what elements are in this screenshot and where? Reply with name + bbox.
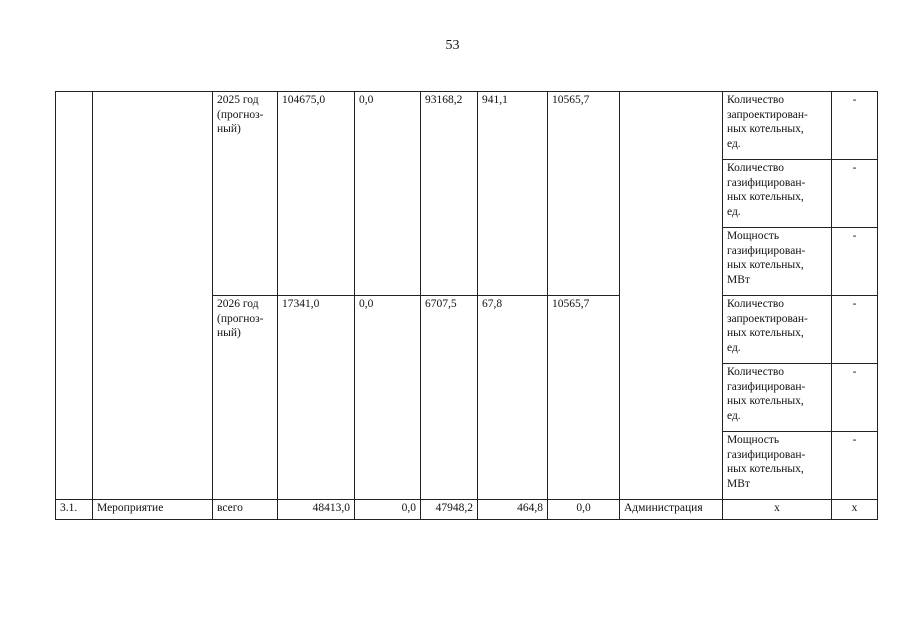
indicator-line: ных котельных, [727,191,804,203]
cell-indicator-value: - [832,432,878,500]
period-line: 2026 год [217,298,259,310]
cell-indicator [723,296,832,364]
indicator-line: запроектирован- [727,108,808,121]
cell-indicator-value: - [832,296,878,364]
table-row-measure [56,500,878,520]
cell-name-empty [93,92,213,500]
cell-period-2026 [213,296,278,500]
indicator-line: Мощность [727,230,780,242]
cell-executor-empty [620,92,723,500]
cell-federal-2025: 0,0 [355,92,421,296]
cell-indicator [723,92,832,160]
indicator-line: МВт [727,477,750,490]
cell-number-empty [56,92,93,500]
cell-other-2026: 10565,7 [548,296,620,500]
cell-total: 48413,0 [278,500,355,520]
period-line: 2025 год [217,94,259,106]
cell-indicator-value: - [832,92,878,160]
cell-indicator [723,432,832,500]
indicator-line: газифицирован- [727,244,806,257]
cell-indicator-value: - [832,228,878,296]
period-line: ный) [217,123,241,135]
cell-indicator [723,228,832,296]
indicator-line: газифицирован- [727,380,806,393]
cell-regional-2025: 93168,2 [421,92,478,296]
indicator-line: Мощность [727,434,780,446]
cell-number: 3.1. [56,500,93,520]
cell-executor: Администрация [620,500,723,520]
cell-local-2026: 67,8 [478,296,548,500]
program-table [55,91,878,520]
indicator-line: ных котельных, [727,395,804,407]
indicator-line: МВт [727,273,750,286]
cell-indicator: х [723,500,832,520]
cell-period: всего [213,500,278,520]
page-number: 53 [445,38,460,53]
cell-local: 464,8 [478,500,548,520]
cell-total-2026: 17341,0 [278,296,355,500]
indicator-line: ных котельных, [727,463,804,475]
cell-other-2025: 10565,7 [548,92,620,296]
period-line: (прогноз- [217,108,264,121]
cell-indicator [723,364,832,432]
indicator-line: ных котельных, [727,327,804,339]
period-line: (прогноз- [217,312,264,325]
cell-other: 0,0 [548,500,620,520]
table-row [56,92,878,160]
cell-indicator-value: х [832,500,878,520]
indicator-line: ных котельных, [727,123,804,135]
indicator-line: Количество [727,366,784,378]
indicator-line: газифицирован- [727,448,806,461]
cell-name: Мероприятие [93,500,213,520]
cell-regional: 47948,2 [421,500,478,520]
cell-federal-2026: 0,0 [355,296,421,500]
cell-period-2025 [213,92,278,296]
cell-local-2025: 941,1 [478,92,548,296]
cell-indicator [723,160,832,228]
cell-indicator-value: - [832,364,878,432]
indicator-line: ед. [727,137,741,150]
cell-indicator-value: - [832,160,878,228]
period-line: ный) [217,327,241,339]
indicator-line: Количество [727,298,784,310]
indicator-line: газифицирован- [727,176,806,189]
cell-regional-2026: 6707,5 [421,296,478,500]
indicator-line: ед. [727,205,741,218]
indicator-line: запроектирован- [727,312,808,325]
indicator-line: ед. [727,409,741,422]
indicator-line: Количество [727,162,784,174]
cell-total-2025: 104675,0 [278,92,355,296]
indicator-line: Количество [727,94,784,106]
indicator-line: ных котельных, [727,259,804,271]
cell-federal: 0,0 [355,500,421,520]
indicator-line: ед. [727,341,741,354]
